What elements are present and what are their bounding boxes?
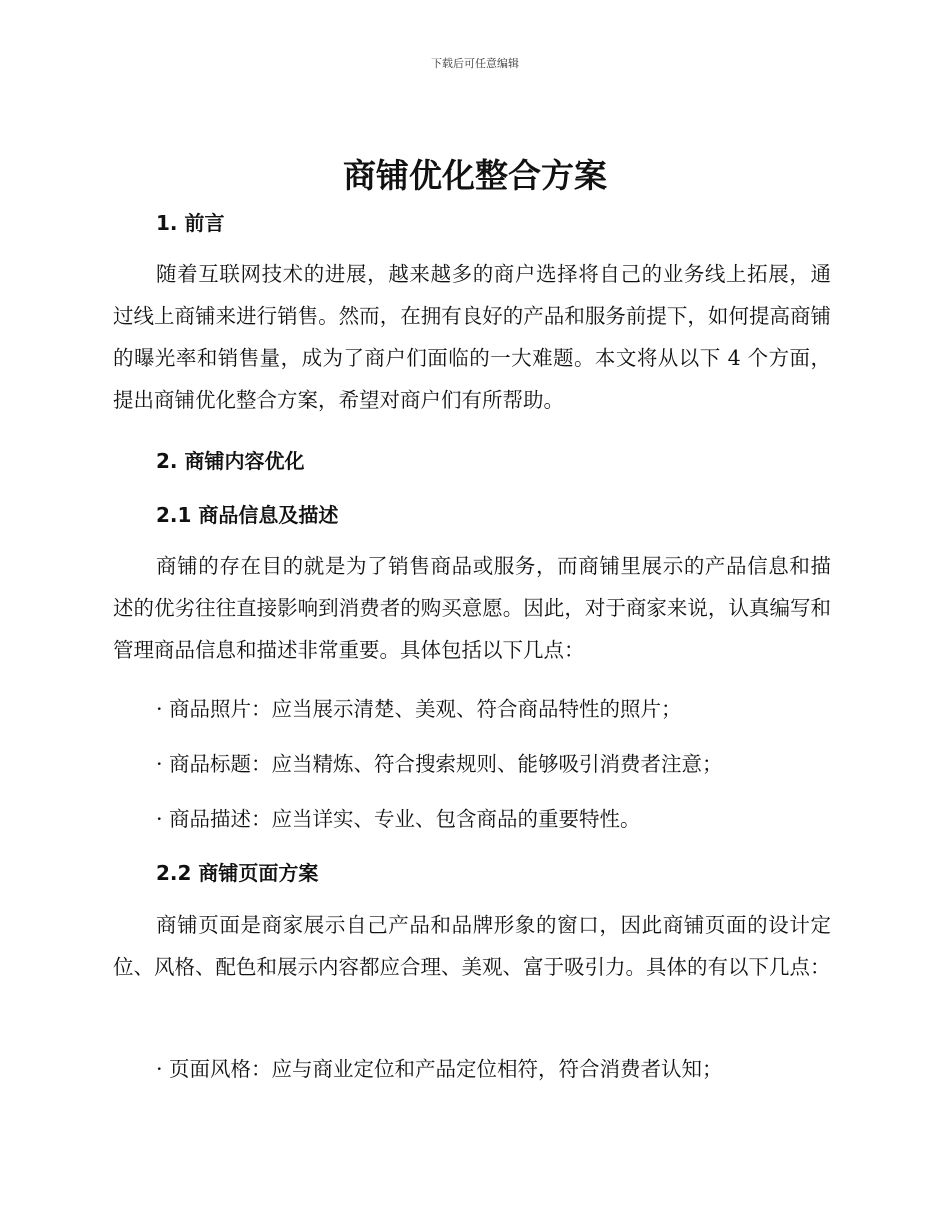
paragraph-preface: 随着互联网技术的进展，越来越多的商户选择将自己的业务线上拓展，通过线上商铺来进行销售。然而，在拥有良好的产品和服务前提下，如何提高商铺的曝光率和销售量，成为了商户们面临的一大难题。本文将从以下 4 个方面，提出商铺优化整合方案，希望对商户们有所帮助。 [113,262,831,412]
section-heading-content-optimization: 2. 商铺内容优化 [156,449,305,473]
bullet-product-title: · 商品标题：应当精炼、符合搜索规则、能够吸引消费者注意； [156,752,723,776]
paragraph-product-info: 商铺的存在目的就是为了销售商品或服务，而商铺里展示的产品信息和描述的优劣往往直接影响到消费者的购买意愿。因此，对于商家来说，认真编写和管理商品信息和描述非常重要。具体包括以下几点： [113,554,831,662]
subsection-heading-product-info: 2.1 商品信息及描述 [156,503,339,527]
subsection-heading-page-design: 2.2 商铺页面方案 [156,861,319,885]
paragraph-page-design: 商铺页面是商家展示自己产品和品牌形象的窗口，因此商铺页面的设计定位、风格、配色和展示内容都应合理、美观、富于吸引力。具体的有以下几点： [113,913,831,979]
bullet-page-style: · 页面风格：应与商业定位和产品定位相符，符合消费者认知； [156,1057,723,1081]
bullet-product-description: · 商品描述：应当详实、专业、包含商品的重要特性。 [156,807,641,831]
section-heading-preface: 1. 前言 [156,211,225,235]
header-note: 下载后可任意编辑 [431,57,519,70]
document-title: 商铺优化整合方案 [343,156,607,195]
bullet-product-photo: · 商品照片：应当展示清楚、美观、符合商品特性的照片； [156,697,682,721]
